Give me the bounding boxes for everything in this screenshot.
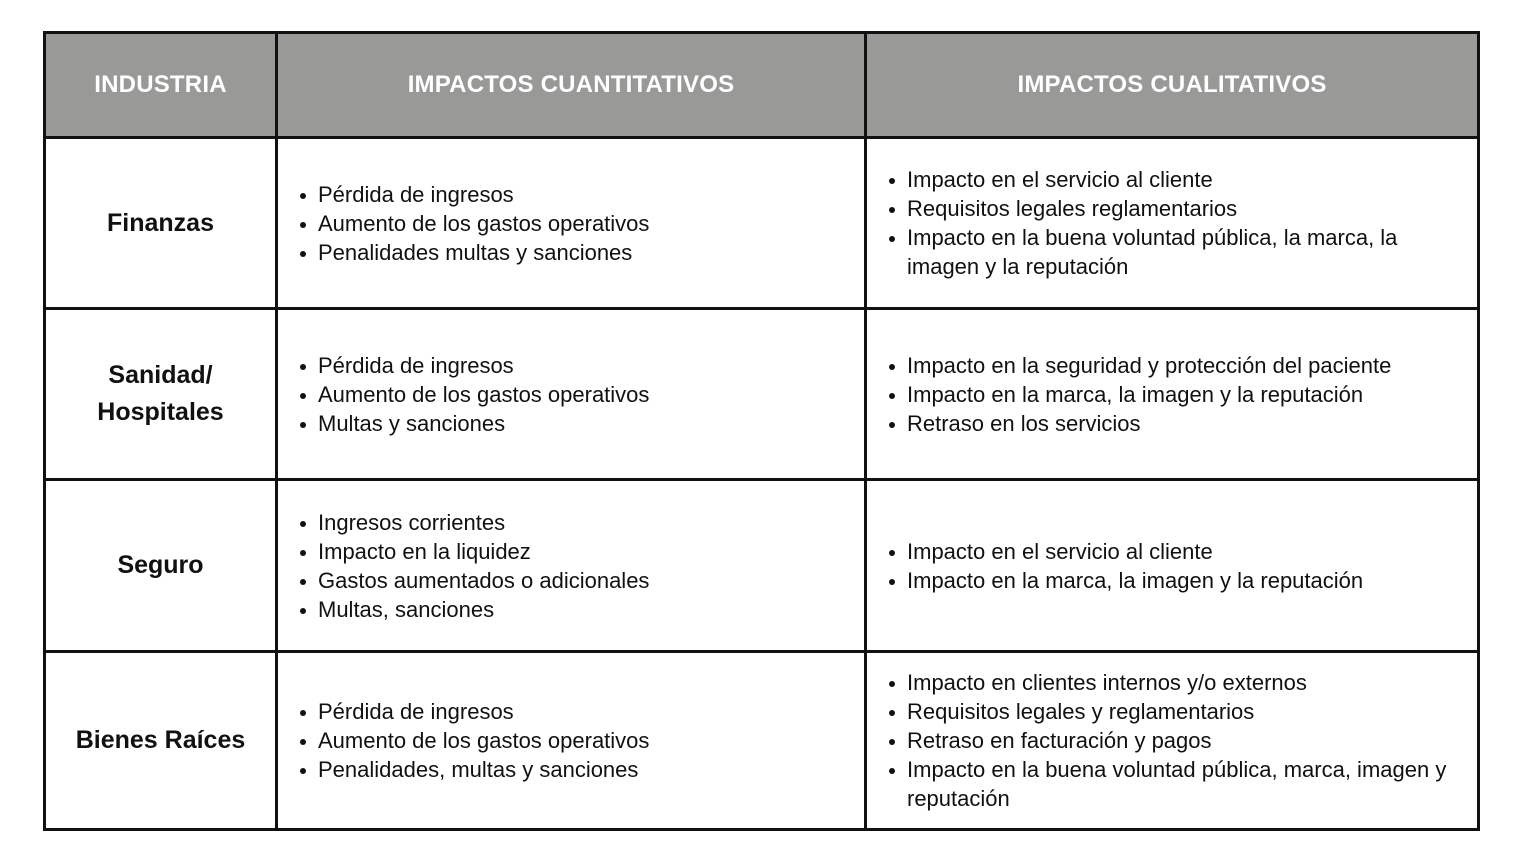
quantitative-cell [277,651,866,829]
impacts-table [43,31,1480,831]
qualitative-cell [866,480,1479,651]
list-item: Multas y sanciones [318,409,864,438]
list-item: Penalidades, multas y sanciones [318,755,864,784]
list-item: Aumento de los gastos operativos [318,380,864,409]
list-item: Impacto en la buena voluntad pública, la marca, la imagen y la reputación [907,223,1477,281]
qualitative-cell [866,138,1479,309]
list-item: Impacto en la seguridad y protección del paciente [907,351,1477,380]
qualitative-list [867,537,1477,595]
list-item: Aumento de los gastos operativos [318,726,864,755]
quantitative-cell [277,480,866,651]
list-item: Multas, sanciones [318,595,864,624]
industry-cell: Seguro [45,480,277,651]
list-item: Penalidades multas y sanciones [318,238,864,267]
quantitative-cell [277,138,866,309]
industry-cell: Finanzas [45,138,277,309]
list-item: Retraso en facturación y pagos [907,726,1477,755]
list-item: Impacto en la liquidez [318,537,864,566]
list-item: Impacto en la marca, la imagen y la reputación [907,566,1477,595]
list-item: Requisitos legales reglamentarios [907,194,1477,223]
list-item: Gastos aumentados o adicionales [318,566,864,595]
list-item: Pérdida de ingresos [318,697,864,726]
table-row [45,138,1479,309]
qualitative-list [867,351,1477,438]
industry-cell: Bienes Raíces [45,651,277,829]
list-item: Impacto en el servicio al cliente [907,537,1477,566]
list-item: Impacto en la marca, la imagen y la reputación [907,380,1477,409]
table-row [45,309,1479,480]
list-item: Requisitos legales y reglamentarios [907,697,1477,726]
header-cuantitativos: IMPACTOS CUANTITATIVOS [277,33,866,138]
qualitative-list [867,165,1477,281]
list-item: Impacto en el servicio al cliente [907,165,1477,194]
table-row [45,651,1479,829]
header-industria: INDUSTRIA [45,33,277,138]
qualitative-list [867,668,1477,813]
table-row [45,480,1479,651]
quantitative-cell [277,309,866,480]
list-item: Pérdida de ingresos [318,351,864,380]
quantitative-list [278,508,864,624]
industry-cell [45,309,277,480]
list-item: Impacto en clientes internos y/o externos [907,668,1477,697]
list-item: Pérdida de ingresos [318,180,864,209]
header-cualitativos: IMPACTOS CUALITATIVOS [866,33,1479,138]
quantitative-list [278,697,864,784]
list-item: Retraso en los servicios [907,409,1477,438]
list-item: Impacto en la buena voluntad pública, marca, imagen y reputación [907,755,1477,813]
qualitative-cell [866,651,1479,829]
quantitative-list [278,351,864,438]
list-item: Ingresos corrientes [318,508,864,537]
list-item: Aumento de los gastos operativos [318,209,864,238]
qualitative-cell [866,309,1479,480]
industry-label: Sanidad/ Hospitales [97,361,224,427]
quantitative-list [278,180,864,267]
header-row [45,33,1479,138]
